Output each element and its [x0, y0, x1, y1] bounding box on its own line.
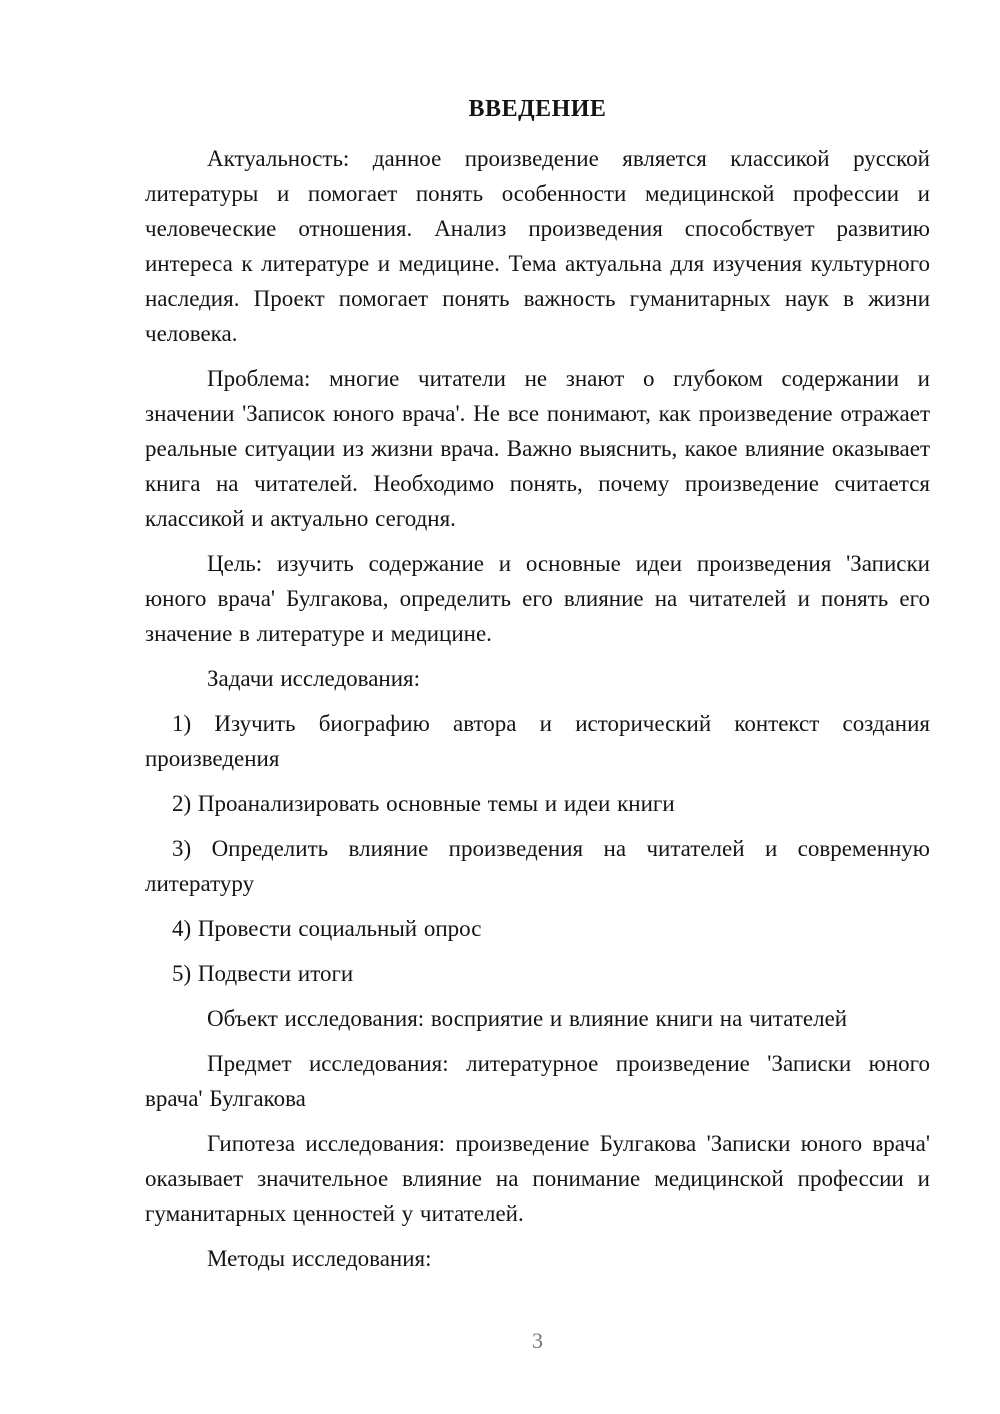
list-item: 5) Подвести итоги: [172, 961, 354, 986]
document-body: [145, 92, 930, 1286]
section-heading: ВВЕДЕНИЕ: [468, 96, 607, 122]
paragraph: Объект исследования: восприятие и влияние книги на читателей: [207, 1006, 848, 1031]
list-item: 1) Изучить биографию автора и исторический контекст создания произведения: [145, 711, 930, 771]
page-number: 3: [532, 1328, 543, 1353]
paragraph: Цель: изучить содержание и основные идеи произведения 'Записки юного врача' Булгакова, определить его влияние на читателей и понять его значение в литературе и медицине.: [145, 551, 930, 646]
paragraph: Предмет исследования: литературное произведение 'Записки юного врача' Булгакова: [145, 1051, 930, 1111]
paragraph: Задачи исследования:: [207, 666, 421, 691]
paragraph: Актуальность: данное произведение является классикой русской литературы и помогает понять особенности медицинской профессии и человеческие отношения. Анализ произведения способствует развитию интереса к литературе и медицине. Тема актуальна для изучения культурного наследия. Проект помогает понять важность гуманитарных наук в жизни человека.: [145, 146, 930, 346]
paragraph: Методы исследования:: [207, 1246, 432, 1271]
list-item: 4) Провести социальный опрос: [172, 916, 482, 941]
paragraph: Проблема: многие читатели не знают о глубоком содержании и значении 'Записок юного врача'. Не все понимают, как произведение отражает реальные ситуации из жизни врача. Важно выяснить, какое влияние оказывает книга на читателей. Необходимо понять, почему произведение считается классикой и актуально сегодня.: [145, 366, 930, 531]
paragraph: Гипотеза исследования: произведение Булгакова 'Записки юного врача' оказывает значительное влияние на понимание медицинской профессии и гуманитарных ценностей у читателей.: [145, 1131, 930, 1226]
paragraph-container: [145, 141, 930, 1276]
list-item: 3) Определить влияние произведения на читателей и современную литературу: [145, 836, 930, 896]
list-item: 2) Проанализировать основные темы и идеи книги: [172, 791, 675, 816]
